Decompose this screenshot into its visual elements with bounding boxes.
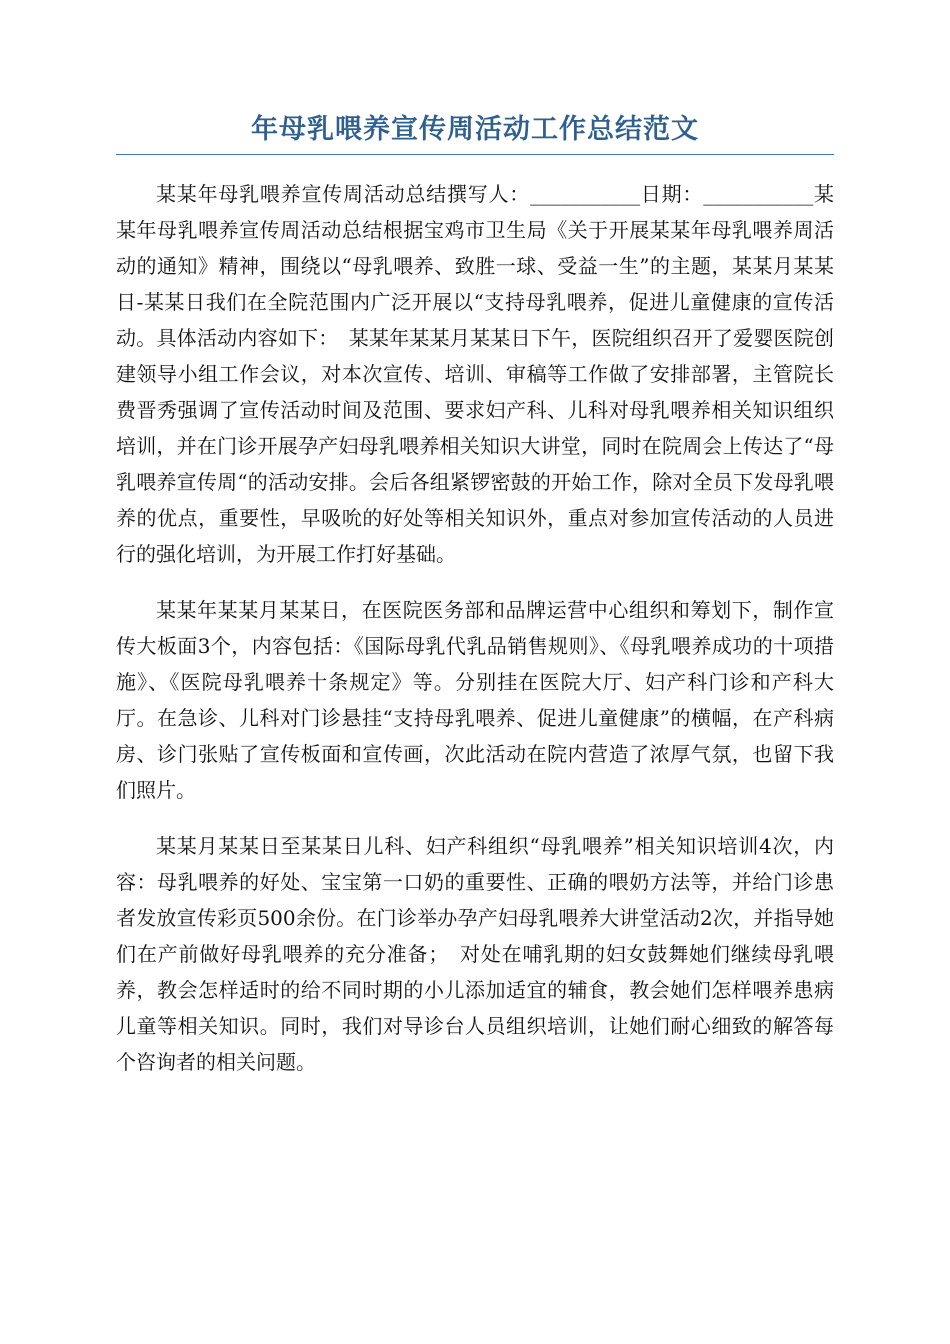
paragraph-3: 某某月某某日至某某日儿科、妇产科组织“母乳喂养”相关知识培训4次，内容：母乳喂养的好处、宝宝第一口奶的重要性、正确的喂奶方法等，并给门诊患者发放宣传彩页500余份。在门诊举办孕产妇母乳喂养大讲堂活动2次，并指导她们在产前做好母乳喂养的充分准备； 对处在哺乳期的妇女鼓舞她们继续母乳喂养，教会怎样适时的给不同时期的小儿添加适宜的辅食，教会她们怎样喂养患病儿童等相关知识。同时，我们对导诊台人员组织培训，让她们耐心细致的解答每个咨询者的相关问题。: [116, 834, 834, 1074]
document-title: 年母乳喂养宣传周活动工作总结范文: [251, 114, 699, 145]
paragraph-2: 某某年某某月某某日，在医院医务部和品牌运营中心组织和筹划下，制作宣传大板面3个，内容包括：《国际母乳代乳品销售规则》、《母乳喂养成功的十项措施》、《医院母乳喂养十条规定》等。分别挂在医院大厅、妇产科门诊和产科大厅。在急诊、儿科对门诊悬挂“支持母乳喂养、促进儿童健康”的横幅，在产科病房、诊门张贴了宣传板面和宣传画，次此活动在院内营造了浓厚气氛，也留下我们照片。: [116, 598, 834, 802]
paragraph-1: 某某年母乳喂养宣传周活动总结撰写人：___________日期：___________某某年母乳喂养宣传周活动总结根据宝鸡市卫生局《关于开展某某年母乳喂养周活动的通知》精神，围绕以“母乳喂养、致胜一球、受益一生”的主题，某某月某某日-某某日我们在全院范围内广泛开展以“支持母乳喂养，促进儿童健康的宣传活动。具体活动内容如下： 某某年某某月某某日下午，医院组织召开了爱婴医院创建领导小组工作会议，对本次宣传、培训、审稿等工作做了安排部署，主管院长费晋秀强调了宣传活动时间及范围、要求妇产科、儿科对母乳喂养相关知识组织培训，并在门诊开展孕产妇母乳喂养相关知识大讲堂，同时在院周会上传达了“母乳喂养宣传周“的活动安排。会后各组紧锣密鼓的开始工作，除对全员下发母乳喂养的优点，重要性，早吸吮的好处等相关知识外，重点对参加宣传活动的人员进行的强化培训，为开展工作打好基础。: [116, 182, 834, 566]
title-divider: [116, 154, 834, 155]
document-body: [116, 176, 834, 1100]
